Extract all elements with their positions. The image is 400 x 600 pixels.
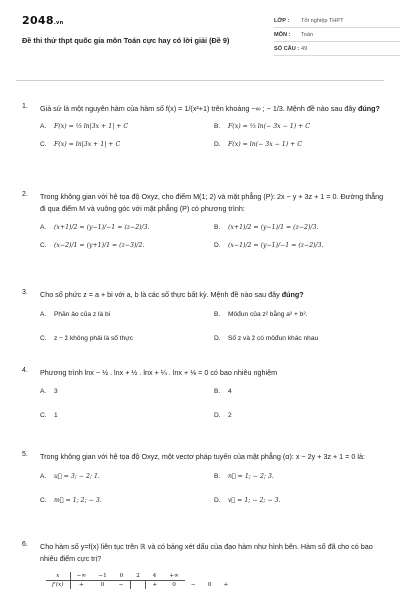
sign-cell: 0: [207, 581, 212, 588]
option-text: F(x) = ⅓ ln(− 3x − 1) + C: [228, 122, 310, 130]
meta-info: [274, 14, 400, 56]
question-text: Trong không gian với hệ tọa độ Oxyz, cho điểm M(1; 2) và mặt phẳng (P): 2x − y + 3z + 1 = 0. Đường thẳng đi qua điểm M và vuông góc với mặt phẳng (P) có phương trình:: [40, 192, 384, 213]
option-c[interactable]: [40, 412, 58, 419]
sign-cell: +: [78, 582, 84, 588]
option-text: 4: [228, 387, 232, 395]
option-d[interactable]: [214, 497, 281, 504]
option-row: [40, 388, 384, 412]
meta-row-class: [274, 14, 400, 28]
option-b[interactable]: [214, 123, 310, 130]
answer-options: [40, 473, 384, 515]
logo-suffix: .vn: [53, 20, 64, 26]
question-text: Phương trình lnx − ½ . lnx + ½ . lnx + ¼ . lnx + ⅛ = 0 có bao nhiêu nghiệm: [40, 368, 278, 377]
question-text: Giả sử là một nguyên hàm của hàm số f(x) = 1/(x²+1) trên khoảng −∞ ; − 1/3. Mệnh đề nào sau đây: [40, 104, 358, 113]
logo-text: 2048: [22, 14, 54, 27]
meta-value: Tốt nghiệp THPT: [301, 17, 344, 24]
option-d[interactable]: [214, 141, 302, 148]
option-text: (x+1)/2 = (y−1)/1 = (z−2)/3.: [228, 224, 319, 231]
question-number: 3.: [22, 289, 28, 296]
question-number: 5.: [22, 451, 28, 458]
option-text: z − z̄ không phải là số thực: [54, 334, 134, 342]
option-b[interactable]: [214, 473, 274, 480]
question-stem: [40, 191, 384, 214]
option-label: D.: [214, 334, 221, 342]
option-b[interactable]: [214, 388, 232, 395]
option-text: Phần ảo của z là bi: [54, 310, 111, 318]
question-stem: [40, 541, 384, 564]
sign-table: [46, 572, 234, 589]
option-text: 2: [228, 411, 232, 419]
option-text: (x+1)/2 = (y−1)/−1 = (z−2)/3.: [54, 224, 150, 231]
sign-cell: 0: [100, 582, 105, 588]
meta-key: MÔN :: [274, 31, 291, 38]
x-value: +∞: [163, 572, 185, 581]
option-label: A.: [40, 224, 47, 231]
question-text: Trong không gian với hệ tọa độ Oxyz, một vectơ pháp tuyến của mặt phẳng (α): x − 2y + 3z + 1 = 0 là:: [40, 452, 365, 461]
question-2: [22, 191, 384, 289]
answer-options: [40, 224, 384, 260]
question-number: 2.: [22, 191, 28, 198]
x-value: 0: [113, 572, 130, 581]
question-4: [22, 367, 384, 451]
option-text: 1: [54, 411, 58, 419]
option-label: B.: [214, 472, 221, 480]
question-stem: [40, 451, 384, 463]
option-text: F(x) = ln|3x + 1| + C: [54, 140, 121, 148]
option-label: B.: [214, 224, 221, 231]
option-text: F(x) = ⅓ ln|3x + 1| + C: [54, 122, 129, 130]
question-number: 6.: [22, 541, 28, 548]
meta-value: Toán: [301, 31, 314, 38]
document-header: [22, 14, 384, 72]
answer-options: [40, 123, 384, 159]
question-stem: [40, 367, 384, 379]
x-value: 2: [130, 572, 146, 581]
question-emphasis: đúng?: [357, 104, 380, 113]
document-title: Đề thi thử thpt quốc gia môn Toán cực hay có lời giải (Đề 9): [22, 36, 230, 45]
option-text: n⃗ = 1; − 2; 3.: [228, 472, 274, 480]
option-label: D.: [214, 496, 221, 504]
option-label: C.: [40, 411, 47, 419]
question-text: Cho hàm số y=f(x) liên tục trên ℝ và có bảng xét dấu của đạo hàm như hình bên. Hàm số đã cho có bao nhiêu điểm cực trị?: [40, 542, 373, 563]
option-d[interactable]: [214, 242, 324, 249]
option-label: C.: [40, 140, 47, 148]
question-emphasis: đúng?: [281, 290, 304, 299]
answer-options: [40, 388, 384, 430]
x-label: x: [46, 572, 70, 581]
option-c[interactable]: [40, 335, 133, 342]
option-a[interactable]: [40, 224, 150, 231]
option-label: A.: [40, 310, 47, 318]
sign-cell: +: [223, 581, 229, 588]
option-text: Môđun của z² bằng a² + b².: [228, 310, 308, 318]
question-stem: [40, 103, 384, 115]
option-label: B.: [214, 387, 221, 395]
sign-cell: +: [152, 582, 158, 588]
option-row: [40, 311, 384, 335]
question-5: [22, 451, 384, 541]
option-c[interactable]: [40, 497, 102, 504]
sign-cell: 0: [172, 582, 176, 588]
option-text: Số z và z̄ có môđun khác nhau: [228, 334, 319, 342]
fp-label: f'(x): [46, 581, 70, 590]
x-value: 4: [146, 572, 163, 581]
option-text: 3: [54, 387, 58, 395]
option-row: [40, 123, 384, 141]
sign-table-fp-row: [46, 581, 234, 590]
option-label: C.: [40, 242, 47, 249]
option-text: m⃗ = 1; 2; − 3.: [54, 496, 102, 504]
option-label: D.: [214, 140, 221, 148]
option-label: B.: [214, 122, 221, 130]
option-row: [40, 141, 384, 159]
option-text: (x−1)/2 = (y−1)/−1 = (z−2)/3.: [228, 242, 324, 249]
option-text: u⃗ = 3; − 2; 1.: [54, 472, 100, 480]
question-3: [22, 289, 384, 367]
question-number: 1.: [22, 103, 28, 110]
meta-value: 49: [301, 45, 308, 52]
option-c[interactable]: [40, 242, 144, 249]
option-text: (x−2)/1 = (y+1)/1 = (z−3)/2.: [54, 242, 145, 249]
option-a[interactable]: [40, 388, 58, 395]
option-label: D.: [214, 411, 221, 419]
option-d[interactable]: [214, 335, 318, 342]
option-a[interactable]: [40, 311, 110, 318]
option-a[interactable]: [40, 473, 100, 480]
option-label: A.: [40, 472, 47, 480]
undefined-marker: [130, 581, 146, 590]
option-c[interactable]: [40, 141, 120, 148]
header-divider: [16, 80, 384, 81]
option-row: [40, 224, 384, 242]
option-text: v⃗ = 1; − 2; − 3.: [228, 496, 281, 504]
option-row: [40, 412, 384, 430]
meta-row-subject: [274, 28, 400, 42]
option-d[interactable]: [214, 412, 232, 419]
meta-key: LỚP :: [274, 17, 290, 24]
option-b[interactable]: [214, 224, 318, 231]
option-label: A.: [40, 122, 47, 130]
option-a[interactable]: [40, 123, 128, 130]
option-b[interactable]: [214, 311, 307, 318]
x-value: −∞: [70, 572, 92, 581]
option-text: F(x) = ln(− 3x − 1) + C: [228, 140, 303, 148]
option-label: C.: [40, 334, 47, 342]
sign-table-x-row: [46, 572, 234, 581]
question-6: [22, 541, 384, 589]
option-label: D.: [214, 242, 221, 249]
option-row: [40, 473, 384, 497]
site-logo: [22, 14, 63, 27]
meta-row-count: [274, 42, 400, 56]
x-value: −1: [92, 572, 113, 581]
question-stem: [40, 289, 384, 301]
option-row: [40, 335, 384, 353]
sign-cell: −: [118, 582, 124, 588]
option-label: B.: [214, 310, 221, 318]
meta-key: SỐ CÂU :: [274, 45, 300, 52]
option-row: [40, 497, 384, 515]
question-text: Cho số phức z = a + bi với a, b là các số thực bất kỳ. Mệnh đề nào sau đây: [40, 290, 282, 299]
question-1: [22, 103, 384, 191]
option-label: C.: [40, 496, 47, 504]
option-row: [40, 242, 384, 260]
option-label: A.: [40, 387, 47, 395]
answer-options: [40, 311, 384, 353]
question-number: 4.: [22, 367, 28, 374]
sign-cell: −: [190, 581, 196, 588]
